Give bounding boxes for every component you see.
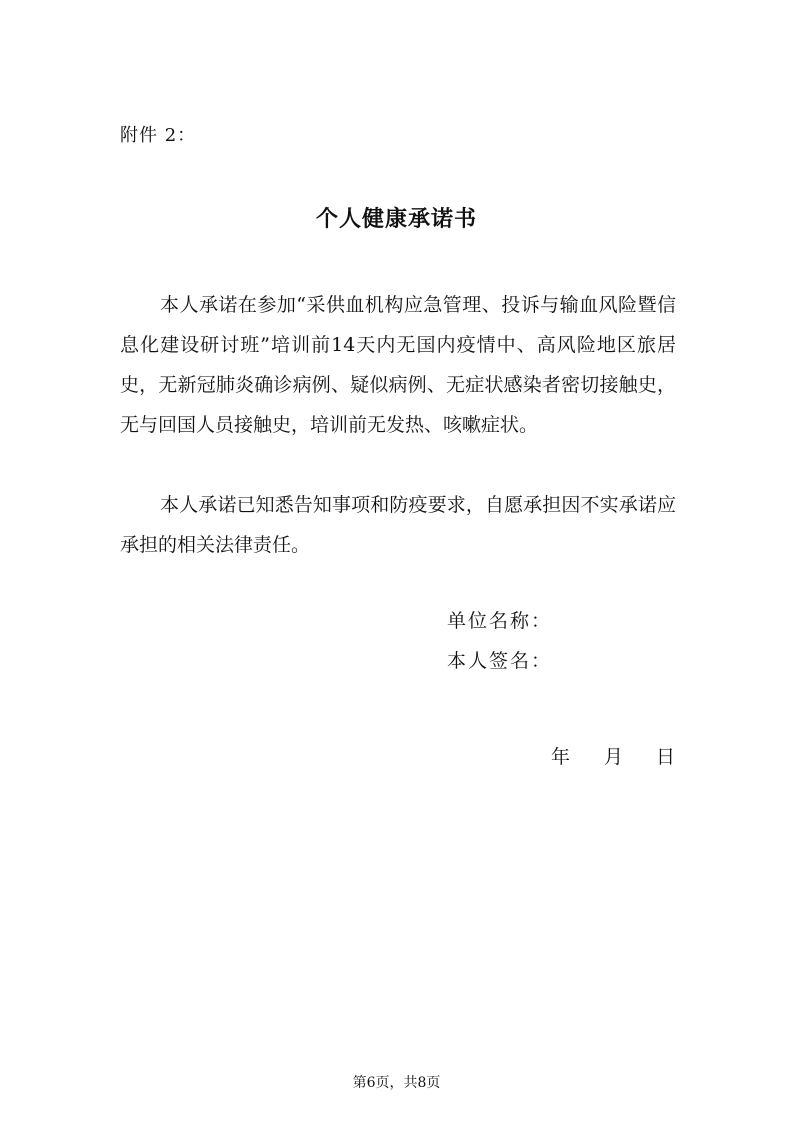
date-year-label: 年 [551, 746, 571, 768]
commitment-paragraph-1: 本人承诺在参加“采供血机构应急管理、投诉与输血风险暨信息化建设研讨班”培训前14天内无国内疫情中、高风险地区旅居史，无新冠肺炎确诊病例、疑似病例、无症状感染者密切接触史，无与回国人员接触史，培训前无发热、咳嗽症状。 [120, 294, 676, 436]
unit-name-label: 单位名称： [447, 610, 553, 632]
signature-label: 本人签名： [447, 650, 553, 672]
attachment-label: 附件 2： [120, 125, 197, 146]
document-title: 个人健康承诺书 [315, 206, 477, 232]
date-month-label: 月 [604, 746, 624, 768]
commitment-paragraph-2: 本人承诺已知悉告知事项和防疫要求，自愿承担因不实承诺应承担的相关法律责任。 [120, 494, 676, 556]
date-day-label: 日 [656, 746, 676, 768]
page-footer: 第6页，共8页 [352, 1075, 441, 1091]
